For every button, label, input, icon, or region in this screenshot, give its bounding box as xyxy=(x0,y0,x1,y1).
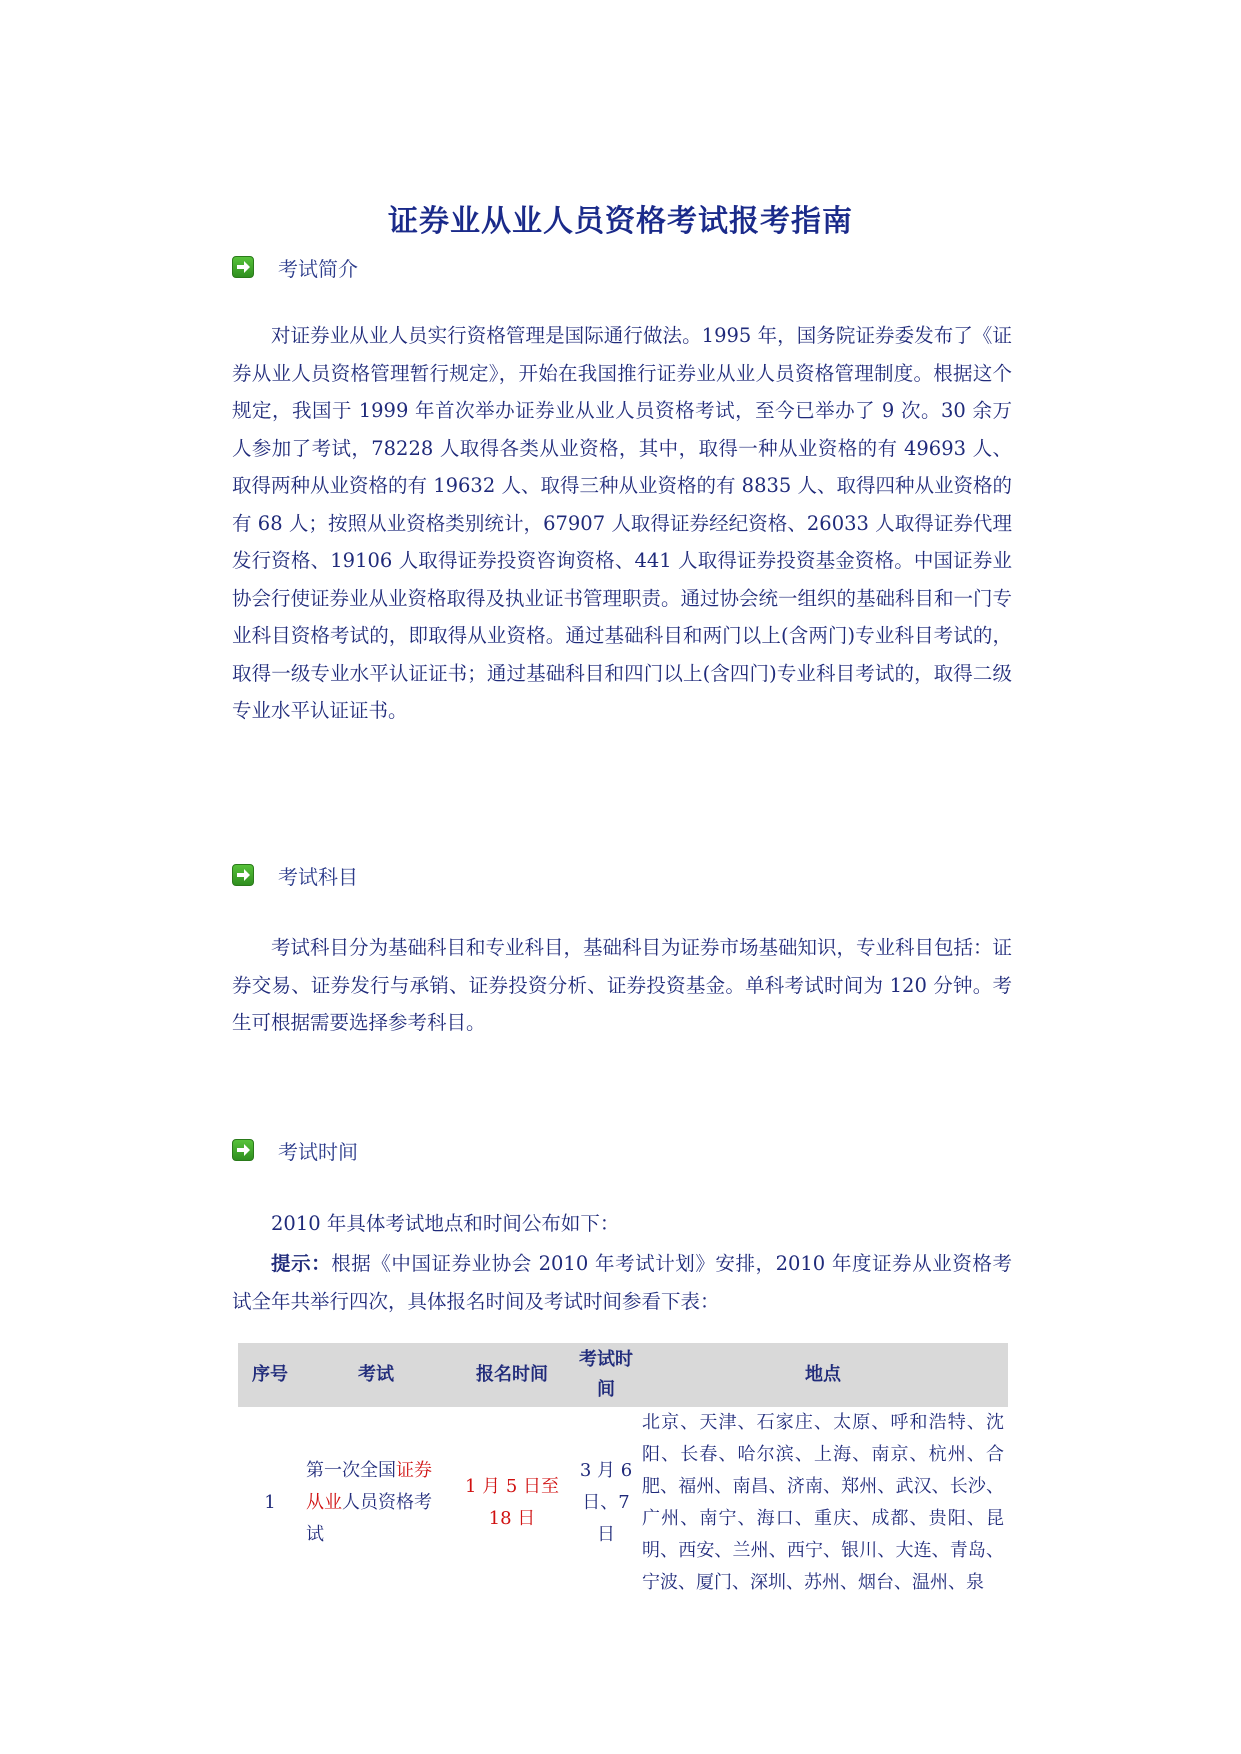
green-arrow-icon xyxy=(232,1139,254,1161)
section-header-intro xyxy=(232,250,358,284)
section-label: 考试简介 xyxy=(278,256,358,281)
tip-paragraph xyxy=(232,1245,1012,1320)
header-exam: 考试 xyxy=(302,1343,450,1407)
header-reg-time: 报名时间 xyxy=(450,1343,574,1407)
cell-places: 北京、天津、石家庄、太原、呼和浩特、沈阳、长春、哈尔滨、上海、南京、杭州、合肥、福州、南昌、济南、郑州、武汉、长沙、广州、南宁、海口、重庆、成都、贵阳、昆明、西安、兰州、西宁、银川、大连、青岛、宁波、厦门、深圳、苏州、烟台、温州、泉 xyxy=(642,1412,1004,1593)
green-arrow-icon xyxy=(232,864,254,886)
tip-text: 根据《中国证券业协会 2010 年考试计划》安排，2010 年度证券从业资格考试全年共举行四次，具体报名时间及考试时间参看下表： xyxy=(232,1252,1012,1313)
cell-no: 1 xyxy=(264,1492,276,1513)
subjects-paragraph: 考试科目分为基础科目和专业科目，基础科目为证券市场基础知识，专业科目包括：证券交易、证券发行与承销、证券投资分析、证券投资基金。单科考试时间为 120 分钟。考生可根据需要选择参考科目。 xyxy=(232,936,1013,1034)
cell-exam: 第一次全国证券从业人员资格考试 xyxy=(306,1460,432,1545)
section-header-time xyxy=(232,1133,358,1167)
cell-exam-time: 3 月 6 日、7 日 xyxy=(579,1460,633,1545)
exam-schedule-table xyxy=(238,1343,1008,1599)
tip-label: 提示： xyxy=(271,1252,332,1275)
table-row xyxy=(238,1407,1008,1599)
header-place: 地点 xyxy=(638,1343,1008,1407)
green-arrow-icon xyxy=(232,256,254,278)
page-title: 证券业从业人员资格考试报考指南 xyxy=(388,204,853,239)
table-header-row xyxy=(238,1343,1008,1407)
intro-paragraph: 对证券业从业人员实行资格管理是国际通行做法。1995 年，国务院证券委发布了《证券从业人员资格管理暂行规定》，开始在我国推行证券业从业人员资格管理制度。根据这个规定，我国于 1999 年首次举办证券业从业人员资格考试，至今已举办了 9 次。30 余万人参加了考试，78228 人取得各类从业资格，其中，取得一种从业资格的有 49693 人、取得两种从业资格的有 19632 人、取得三种从业资格的有 8835 人、取得四种从业资格的有 68 人；按照从业资格类别统计，67907 人取得证券经纪资格、26033 人取得证券代理发行资格、19106 人取得证券投资咨询资格、441 人取得证券投资基金资格。中国证券业协会行使证券业从业资格取得及执业证书管理职责。通过协会统一组织的基础科目和一门专业科目资格考试的，即取得从业资格。通过基础科目和两门以上(含两门)专业科目考试的，取得一级专业水平认证证书；通过基础科目和四门以上(含四门)专业科目考试的，取得二级专业水平认证证书。 xyxy=(232,324,1013,722)
section-label: 考试时间 xyxy=(278,1139,358,1164)
cell-reg-time: 1 月 5 日至 18 日 xyxy=(464,1476,560,1529)
time-intro: 2010 年具体考试地点和时间公布如下： xyxy=(271,1212,620,1235)
header-no: 序号 xyxy=(238,1343,302,1407)
section-header-subjects xyxy=(232,858,358,892)
header-exam-time: 考试时间 xyxy=(574,1343,638,1407)
section-label: 考试科目 xyxy=(278,864,358,889)
